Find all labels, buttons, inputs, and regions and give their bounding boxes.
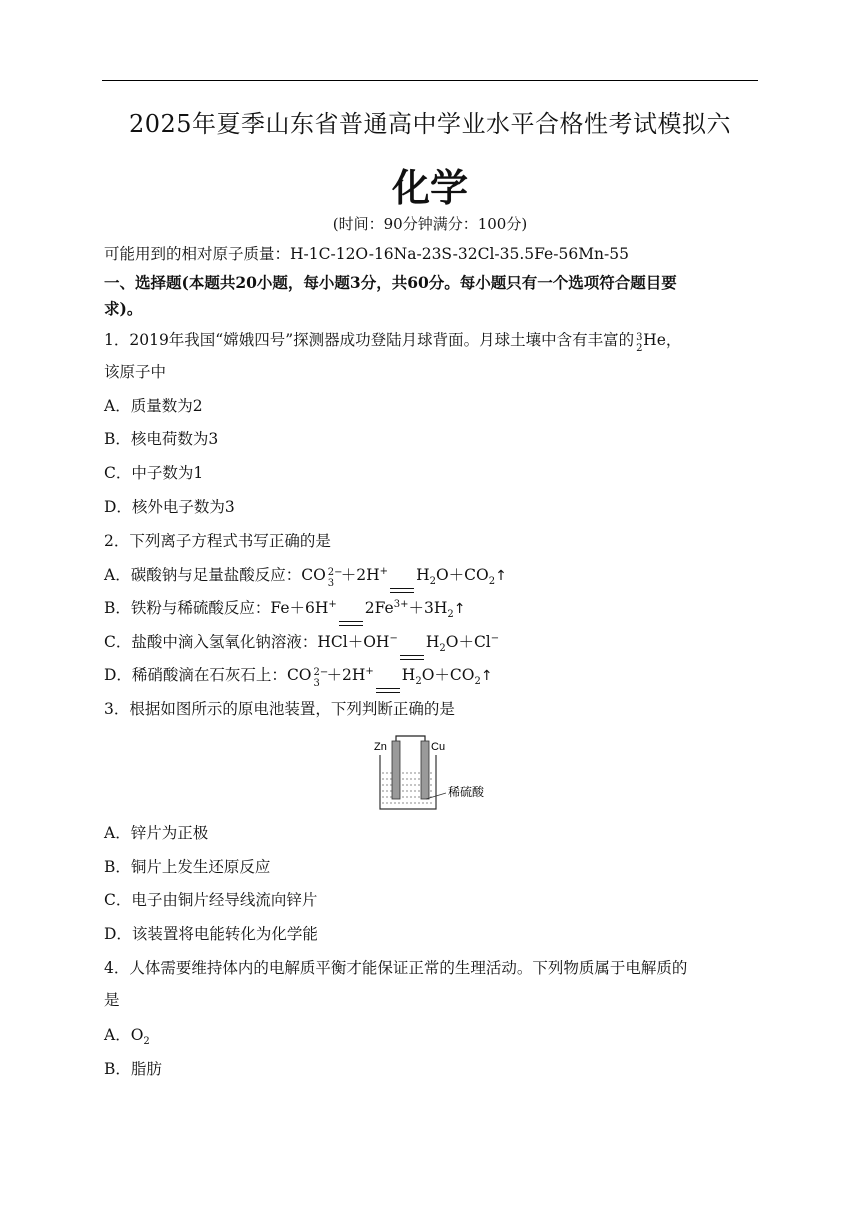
acid-label: 稀硫酸	[448, 785, 485, 799]
subject-title: 化学	[391, 166, 468, 210]
zn-label: Zn	[374, 741, 387, 753]
q4-option-b: B．脂肪	[104, 1060, 162, 1078]
q1-option-d: D．核外电子数为3	[104, 498, 235, 516]
product: H	[401, 666, 416, 684]
q1-stem-line2: 该原子中	[104, 363, 167, 381]
product: H	[416, 566, 430, 584]
q1-option-b: B．核电荷数为3	[104, 430, 219, 448]
product: O＋CO	[435, 566, 489, 584]
subscript: 2	[143, 1036, 150, 1048]
carbonate: CO	[286, 666, 312, 684]
q3-option-c: C．电子由铜片经导线流向锌片	[104, 891, 318, 909]
q2-d-text: D．稀硝酸滴在石灰石上：	[104, 666, 287, 684]
subscript: 2	[474, 676, 481, 688]
q2-b-text: B．铁粉与稀硫酸反应：	[104, 599, 271, 617]
q4-option-a	[104, 1025, 150, 1048]
cu-label: Cu	[431, 741, 446, 753]
product: O＋CO	[421, 666, 475, 684]
q2-option-a	[104, 565, 507, 589]
charge: −	[490, 632, 500, 644]
q3-stem: 3．根据如图所示的原电池装置，下列判断正确的是	[104, 700, 455, 718]
q2-option-d	[104, 665, 493, 689]
q4-stem-line2: 是	[104, 991, 120, 1009]
q2-option-c	[104, 632, 500, 655]
q1-option-a: A．质量数为2	[104, 397, 203, 415]
zinc-electrode	[392, 741, 400, 799]
charge: 3+	[393, 598, 409, 610]
section-heading-line2: 求)。	[104, 299, 143, 318]
q1-option-c: C．中子数为1	[104, 464, 204, 482]
subscript: 2	[429, 576, 436, 588]
q2-c-text: C．盐酸中滴入氢氧化钠溶液：	[104, 633, 318, 651]
reactant: HCl＋OH	[317, 633, 390, 651]
q3-option-d: D．该装置将电能转化为化学能	[104, 925, 318, 943]
isotope-atomic-number: 2	[636, 343, 643, 354]
gas-arrow-icon: ↑	[480, 668, 493, 684]
isotope-symbol: He，	[643, 331, 682, 349]
product: O＋Cl	[445, 633, 491, 651]
product: ＋3H	[408, 599, 448, 617]
q2-stem: 2．下列离子方程式书写正确的是	[104, 532, 331, 550]
q3-option-a: A．锌片为正极	[104, 824, 209, 842]
subscript: 2	[447, 609, 454, 621]
charge: +	[365, 665, 374, 677]
time-info: (时间：90分钟满分：100分)	[332, 215, 528, 233]
atomic-masses: 可能用到的相对原子质量：H-1C-12O-16Na-23S-32Cl-35.5Fe-56Mn-55	[104, 245, 630, 263]
q2-a-text: A．碳酸钠与足量盐酸反应：	[104, 566, 302, 584]
reactant: Fe＋6H	[270, 599, 329, 617]
top-rule	[102, 80, 758, 81]
charge: 2−	[327, 567, 343, 578]
q4-stem-line1: 4．人体需要维持体内的电解质平衡才能保证正常的生理活动。下列物质属于电解质的	[104, 959, 688, 977]
carbonate: CO	[301, 566, 326, 584]
charge: +	[379, 565, 389, 577]
galvanic-cell-diagram	[370, 733, 500, 813]
product: 2Fe	[364, 599, 394, 617]
gas-arrow-icon: ↑	[495, 568, 507, 584]
subscript: 3	[327, 578, 335, 589]
isotope-notation	[635, 332, 643, 354]
isotope-mass-number: 3	[636, 332, 643, 343]
copper-electrode	[421, 741, 429, 799]
section-heading-line1: 一、选择题(本题共20小题，每小题3分，共60分。每小题只有一个选项符合题目要	[104, 273, 677, 292]
gas-arrow-icon: ↑	[453, 601, 466, 617]
q1-stem-line1	[104, 330, 682, 354]
product: H	[425, 633, 440, 651]
q3-option-b: B．铜片上发生还原反应	[104, 858, 271, 876]
charge: +	[328, 598, 337, 610]
reactant: ＋2H	[326, 666, 366, 684]
q2-option-b	[104, 598, 465, 619]
reactant: ＋2H	[340, 566, 380, 584]
wire	[396, 736, 425, 741]
charge: 2−	[313, 667, 329, 678]
exam-title: 2025年夏季山东省普通高中学业水平合格性考试模拟六	[128, 110, 732, 138]
subscript: 2	[415, 676, 422, 688]
q1-stem-text: 1．2019年我国“嫦娥四号”探测器成功登陆月球背面。月球土壤中含有丰富的	[104, 331, 635, 349]
subscript: 2	[488, 576, 496, 588]
subscript: 3	[313, 678, 320, 689]
charge: −	[389, 632, 398, 644]
subscript: 2	[439, 643, 446, 655]
q4-a-text: A．O	[104, 1026, 144, 1044]
